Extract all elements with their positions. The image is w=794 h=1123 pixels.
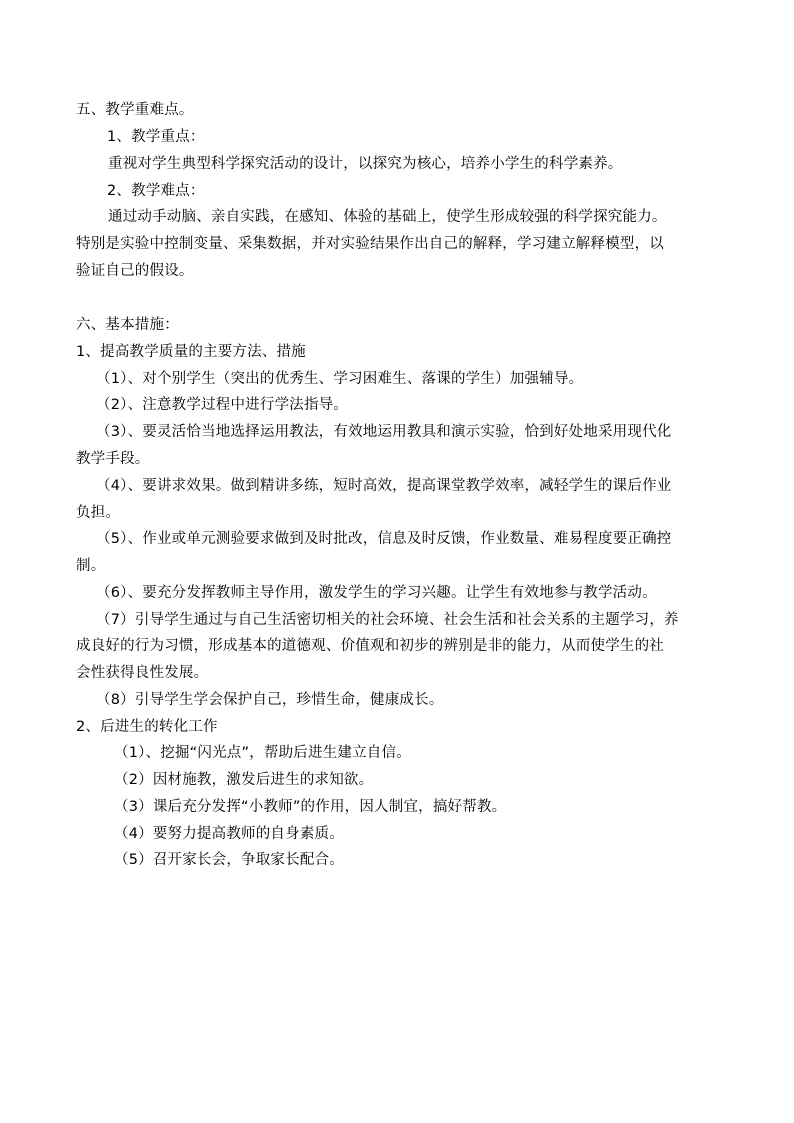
difficulty-label: 2、教学难点： [107, 183, 205, 199]
subsection-2-title: 2、后进生的转化工作 [76, 719, 218, 735]
subsection-1-title: 1、提高教学质量的主要方法、措施 [76, 344, 306, 360]
conversion-item-3: （3）课后充分发挥“小教师”的作用，因人制宜，搞好帮教。 [114, 799, 507, 815]
difficulty-text-line-3: 验证自己的假设。 [76, 263, 194, 279]
key-point-label: 1、教学重点： [107, 129, 205, 145]
measure-item-1: （1）、对个别学生（突出的优秀生、学习困难生、落课的学生）加强辅导。 [96, 371, 584, 387]
measure-item-7: （7）引导学生通过与自己生活密切相关的社会环境、社会生活和社会关系的主题学习，养 [96, 612, 679, 628]
measure-item-8: （8）引导学生学会保护自己，珍惜生命，健康成长。 [96, 692, 444, 708]
section-5-heading: 五、教学重难点。 [76, 102, 194, 118]
conversion-item-4: （4）要努力提高教师的自身素质。 [114, 826, 344, 842]
measure-item-7-cont-2: 会性获得良性发展。 [76, 665, 209, 681]
measure-item-5: （5）、作业或单元测验要求做到及时批改，信息及时反馈，作业数量、难易程度要正确控 [96, 531, 672, 547]
section-6-heading: 六、基本措施： [76, 317, 179, 333]
conversion-item-1: （1）、挖掘“闪光点”，帮助后进生建立自信。 [114, 745, 411, 761]
difficulty-text-line-1: 通过动手动脑、亲自实践，在感知、体验的基础上，使学生形成较强的科学探究能力。 [108, 209, 667, 225]
measure-item-3-cont: 教学手段。 [76, 451, 150, 467]
measure-item-3: （3）、要灵活恰当地选择运用教法，有效地运用教具和演示实验，恰到好处地采用现代化 [96, 424, 672, 440]
measure-item-6: （6）、要充分发挥教师主导作用，激发学生的学习兴趣。让学生有效地参与教学活动。 [96, 585, 657, 601]
measure-item-2: （2）、注意教学过程中进行学法指导。 [96, 397, 349, 413]
key-point-text: 重视对学生典型科学探究活动的设计，以探究为核心，培养小学生的科学素养。 [108, 156, 623, 172]
measure-item-7-cont-1: 成良好的行为习惯，形成基本的道德观、价值观和初步的辨别是非的能力，从而使学生的社 [76, 638, 664, 654]
conversion-item-5: （5）召开家长会，争取家长配合。 [114, 852, 344, 868]
difficulty-text-line-2: 特别是实验中控制变量、采集数据，并对实验结果作出自己的解释，学习建立解释模型，以 [76, 236, 664, 252]
measure-item-4-cont: 负担。 [76, 505, 121, 521]
measure-item-4: （4）、要讲求效果。做到精讲多练，短时高效，提高课堂教学效率，减轻学生的课后作业 [96, 478, 672, 494]
conversion-item-2: （2）因材施教，激发后进生的求知欲。 [114, 772, 374, 788]
measure-item-5-cont: 制。 [76, 558, 106, 574]
